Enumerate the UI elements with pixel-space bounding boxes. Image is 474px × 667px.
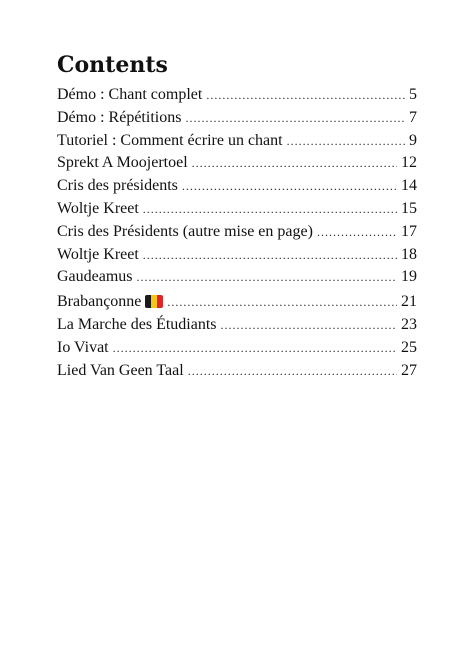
toc-entry-page: 5 [409,86,417,103]
toc-leader-dots [185,107,405,130]
toc-entry[interactable] [57,290,417,314]
toc-entry-page: 7 [409,108,417,126]
toc-entry-page: 17 [401,222,417,240]
toc-entry[interactable] [57,360,417,383]
toc-entry-page: 18 [401,245,417,263]
toc-title: Contents [57,52,168,78]
toc-leader-dots [287,130,405,153]
toc-leader-dots [317,221,397,244]
toc-entry-label: Cris des présidents [57,177,178,195]
toc-entry[interactable] [57,221,417,244]
belgian-flag-icon [145,295,163,308]
toc-entry-page: 12 [401,154,417,172]
toc-entry[interactable] [57,337,417,360]
table-of-contents [57,52,417,383]
toc-leader-dots [167,290,397,314]
toc-leader-dots [221,314,398,337]
toc-leader-dots [143,244,397,267]
toc-list [57,84,417,383]
toc-leader-dots [206,84,405,107]
toc-entry-label: Sprekt A Moojertoel [57,154,188,172]
toc-entry[interactable] [57,152,417,175]
toc-entry-page: 21 [401,293,417,311]
toc-entry-label: Démo : Répétitions [57,108,182,126]
flag-stripe-red [157,295,163,308]
toc-entry-label: Woltje Kreet [57,245,139,263]
toc-entry-page: 27 [401,361,417,379]
toc-entry-page: 9 [409,131,417,149]
toc-entry[interactable] [57,244,417,267]
toc-entry-label: Gaudeamus [57,268,133,286]
toc-leader-dots [182,175,397,198]
toc-entry[interactable] [57,314,417,337]
toc-entry-label: Lied Van Geen Taal [57,361,184,379]
toc-leader-dots [137,266,397,289]
toc-entry[interactable] [57,84,417,107]
toc-entry-page: 15 [401,199,417,217]
toc-entry-label-wrap [57,290,167,314]
toc-entry[interactable] [57,266,417,289]
toc-entry-label: Brabançonne [57,293,142,311]
toc-entry-label: Woltje Kreet [57,199,139,217]
toc-leader-dots [143,198,397,221]
toc-entry-label: Cris des Présidents (autre mise en page) [57,222,313,240]
toc-entry-page: 25 [401,338,417,356]
toc-leader-dots [188,360,397,383]
toc-entry-label: Tutoriel : Comment écrire un chant [57,131,283,149]
toc-leader-dots [113,337,397,360]
toc-entry-page: 14 [401,177,417,195]
toc-entry-label: Io Vivat [57,338,109,356]
toc-entry-label: Démo : Chant complet [57,86,203,103]
toc-entry-page: 23 [401,316,417,334]
toc-entry[interactable] [57,198,417,221]
toc-entry[interactable] [57,107,417,130]
toc-leader-dots [192,152,397,175]
toc-entry[interactable] [57,175,417,198]
toc-entry-page: 19 [401,268,417,286]
toc-entry-label: La Marche des Étudiants [57,316,217,334]
toc-entry[interactable] [57,130,417,153]
